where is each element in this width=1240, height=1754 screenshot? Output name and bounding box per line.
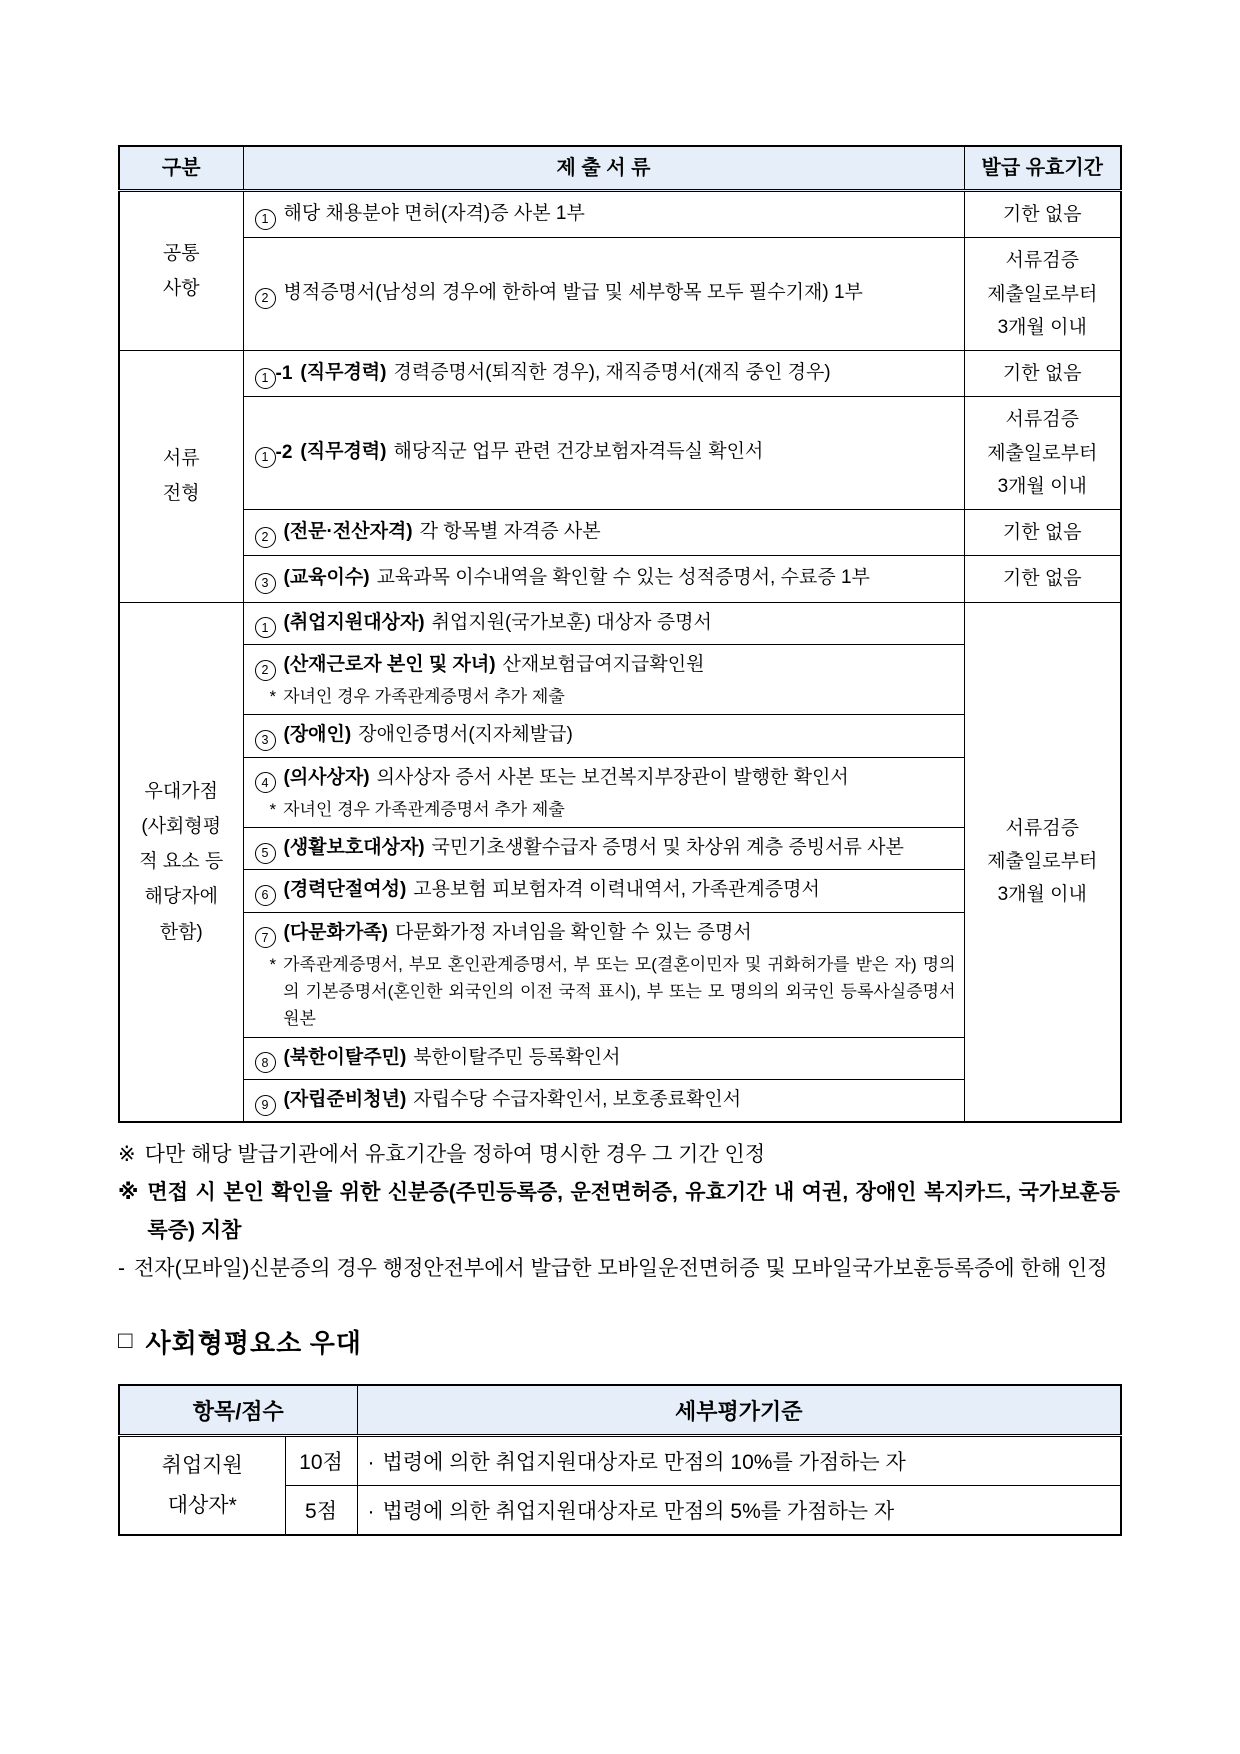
category-line: 서류 xyxy=(162,448,200,470)
item-number xyxy=(255,917,276,950)
document-description: 취업지원(국가보훈) 대상자 증명서 xyxy=(431,611,712,633)
document-text xyxy=(284,198,585,230)
documents-table-header-row xyxy=(119,146,1121,191)
validity-line: 기한 없음 xyxy=(1002,568,1082,590)
document-line xyxy=(255,649,956,682)
document-category-label: (직무경력) xyxy=(300,441,387,463)
category-line: 해당자에 xyxy=(144,886,218,908)
document-cell xyxy=(243,238,964,351)
document-description: 교육과목 이수내역을 확인할 수 있는 성적증명서, 수료증 1부 xyxy=(376,567,870,589)
validity-cell xyxy=(964,238,1121,351)
validity-cell xyxy=(964,602,1121,1122)
validity-line: 기한 없음 xyxy=(1002,522,1082,543)
item-number xyxy=(255,357,293,390)
document-description: 북한이탈주민 등록확인서 xyxy=(413,1046,621,1068)
document-category-label: (자립준비청년) xyxy=(283,1088,407,1110)
note xyxy=(118,1174,1120,1250)
category-line: 한함) xyxy=(159,921,203,943)
header-item-score: 항목/점수 xyxy=(119,1385,357,1435)
document-line xyxy=(255,762,956,795)
document-line xyxy=(255,874,956,907)
document-category-label: (취업지원대상자) xyxy=(283,611,425,633)
document-description: 국민기초생활수급자 증명서 및 차상위 계층 증빙서류 사본 xyxy=(431,837,904,859)
document-description: 해당직군 업무 관련 건강보험자격득실 확인서 xyxy=(393,441,764,463)
document-cell xyxy=(243,870,964,912)
item-number xyxy=(255,832,276,865)
circled-number: 2 xyxy=(255,288,276,309)
item-number xyxy=(255,516,276,549)
circled-number: 3 xyxy=(255,573,276,594)
square-bullet-icon: □ xyxy=(118,1328,134,1355)
validity-line: 기한 없음 xyxy=(1002,204,1082,225)
circled-number: 1 xyxy=(255,447,276,468)
circled-number: 1 xyxy=(255,209,276,230)
document-line xyxy=(255,562,956,595)
document-text xyxy=(284,832,904,864)
document-cell xyxy=(243,912,964,1037)
validity-cell xyxy=(964,556,1121,602)
validity-cell xyxy=(964,191,1121,238)
bonus-table-header-row xyxy=(119,1385,1121,1435)
document-category-label: (북한이탈주민) xyxy=(283,1046,407,1068)
circled-number: 2 xyxy=(255,660,276,681)
number-suffix: -1 xyxy=(275,362,293,384)
criteria-text: 법령에 의한 취업지원대상자로 만점의 10%를 가점하는 자 xyxy=(382,1450,906,1474)
header-validity: 발급 유효기간 xyxy=(964,146,1121,191)
note xyxy=(118,1136,1120,1174)
document-text xyxy=(284,277,863,309)
item-number xyxy=(255,607,276,640)
note-marker: ※ xyxy=(118,1143,136,1167)
item-number xyxy=(255,198,276,231)
document-line xyxy=(255,277,956,310)
circled-number: 4 xyxy=(255,772,276,793)
note-marker: - xyxy=(118,1256,125,1280)
document-cell xyxy=(243,644,964,714)
table-row xyxy=(119,602,1121,644)
category-line: 사항 xyxy=(162,278,200,299)
item-number xyxy=(255,874,276,907)
category-line: (사회형평 xyxy=(141,816,222,838)
item-number xyxy=(255,1084,276,1117)
note-text: 면접 시 본인 확인을 위한 신분증(주민등록증, 운전면허증, 유효기간 내 여권, 장애인 복지카드, 국가보훈등록증) 지참 xyxy=(147,1180,1120,1242)
validity-line: 3개월 이내 xyxy=(997,316,1087,338)
document-text xyxy=(284,917,752,949)
category-line: 우대가점 xyxy=(144,780,218,802)
item-number xyxy=(255,719,276,752)
document-category-label: (전문·전산자격) xyxy=(283,520,413,542)
validity-line: 제출일로부터 xyxy=(987,851,1098,873)
header-category: 구분 xyxy=(119,146,243,191)
document-text xyxy=(284,874,820,906)
sub-note xyxy=(255,796,956,823)
validity-line: 서류검증 xyxy=(1005,409,1079,431)
validity-line: 제출일로부터 xyxy=(987,283,1098,305)
criteria-text: 법령에 의한 취업지원대상자로 만점의 5%를 가점하는 자 xyxy=(382,1500,895,1524)
document-line xyxy=(255,1042,956,1075)
document-cell xyxy=(243,757,964,827)
document-category-label: (경력단절여성) xyxy=(283,879,407,901)
validity-line: 3개월 이내 xyxy=(997,475,1087,497)
item-cell xyxy=(119,1435,285,1535)
document-cell xyxy=(243,351,964,397)
document-text xyxy=(300,357,830,389)
validity-cell xyxy=(964,351,1121,397)
document-description: 각 항목별 자격증 사본 xyxy=(419,520,601,542)
sub-note xyxy=(255,951,956,1033)
table-row xyxy=(119,556,1121,602)
category-line: 전형 xyxy=(162,483,200,505)
circled-number: 5 xyxy=(255,843,276,864)
category-line: 공통 xyxy=(162,242,200,264)
document-category-label: (직무경력) xyxy=(300,361,387,383)
document-category-label: (의사상자) xyxy=(283,766,370,788)
document-line xyxy=(255,719,956,752)
document-category-label: (산재근로자 본인 및 자녀) xyxy=(283,653,496,675)
document-cell xyxy=(243,1079,964,1122)
document-text xyxy=(284,562,870,594)
document-category-label: (다문화가족) xyxy=(283,921,388,943)
criteria-cell xyxy=(357,1485,1121,1535)
table-row xyxy=(119,351,1121,397)
circled-number: 8 xyxy=(255,1052,276,1073)
document-cell xyxy=(243,1037,964,1079)
document-category-label: (생활보호대상자) xyxy=(283,837,425,859)
document-category-label: (장애인) xyxy=(283,724,352,746)
document-description: 다문화가정 자녀임을 확인할 수 있는 증명서 xyxy=(394,921,752,943)
document-cell xyxy=(243,191,964,238)
validity-line: 기한 없음 xyxy=(1002,363,1082,384)
validity-cell xyxy=(964,510,1121,556)
document-line xyxy=(255,198,956,231)
item-number xyxy=(255,436,293,469)
asterisk-marker: * xyxy=(269,687,277,707)
circled-number: 3 xyxy=(255,730,276,751)
note xyxy=(118,1250,1120,1288)
content xyxy=(118,145,1120,1536)
document-line xyxy=(255,516,956,549)
bonus-table-row xyxy=(119,1435,1121,1485)
document-text xyxy=(284,649,705,681)
document-text xyxy=(300,436,763,468)
document-line xyxy=(255,832,956,865)
section-title-text: 사회형평요소 우대 xyxy=(145,1329,362,1359)
table-row xyxy=(119,191,1121,238)
validity-line: 제출일로부터 xyxy=(987,442,1098,464)
validity-line: 3개월 이내 xyxy=(997,884,1087,906)
validity-line: 서류검증 xyxy=(1005,250,1079,272)
circled-number: 7 xyxy=(255,927,276,948)
asterisk-marker: * xyxy=(269,799,277,819)
document-text xyxy=(284,719,573,751)
header-criteria: 세부평가기준 xyxy=(357,1385,1121,1435)
sub-note xyxy=(255,683,956,710)
document-description: 병적증명서(남성의 경우에 한하여 발급 및 세부항목 모두 필수기재) 1부 xyxy=(283,282,863,304)
note-text: 전자(모바일)신분증의 경우 행정안전부에서 발급한 모바일운전면허증 및 모바일국가보훈등록증에 한해 인정 xyxy=(134,1256,1108,1280)
document-line xyxy=(255,917,956,950)
document-text xyxy=(284,1084,742,1116)
document-cell xyxy=(243,715,964,757)
circled-number: 9 xyxy=(255,1095,276,1116)
document-description: 자립수당 수급자확인서, 보호종료확인서 xyxy=(413,1088,742,1110)
circled-number: 1 xyxy=(255,368,276,389)
dot-bullet: · xyxy=(367,1500,375,1524)
document-text xyxy=(284,516,601,548)
document-line xyxy=(255,607,956,640)
document-text xyxy=(284,607,712,639)
asterisk-marker: * xyxy=(269,954,277,974)
bonus-table xyxy=(118,1384,1122,1536)
circled-number: 1 xyxy=(255,617,276,638)
document-description: 산재보험급여지급확인원 xyxy=(502,653,705,675)
number-suffix: -2 xyxy=(275,442,293,464)
category-line: 적 요소 등 xyxy=(139,851,224,873)
note-text: 다만 해당 발급기관에서 유효기간을 정하여 명시한 경우 그 기간 인정 xyxy=(144,1143,766,1167)
table-row xyxy=(119,397,1121,510)
circled-number: 2 xyxy=(255,527,276,548)
dot-bullet: · xyxy=(367,1450,375,1474)
item-line: 대상자* xyxy=(167,1493,237,1517)
sub-note-text: 자녀인 경우 가족관계증명서 추가 제출 xyxy=(283,799,565,819)
item-number xyxy=(255,762,276,795)
category-cell xyxy=(119,351,243,603)
item-line: 취업지원 xyxy=(161,1453,243,1477)
document-line xyxy=(255,436,956,469)
item-number xyxy=(255,562,276,595)
item-number xyxy=(255,1042,276,1075)
item-number xyxy=(255,277,276,310)
document-text xyxy=(284,1042,621,1074)
document-description: 경력증명서(퇴직한 경우), 재직증명서(재직 중인 경우) xyxy=(393,361,831,383)
score-cell: 10점 xyxy=(285,1435,357,1485)
category-cell xyxy=(119,191,243,351)
note-marker: ※ xyxy=(118,1180,139,1204)
item-number xyxy=(255,649,276,682)
document-line xyxy=(255,357,956,390)
documents-table xyxy=(118,145,1122,1123)
sub-note-text: 가족관계증명서, 부모 혼인관계증명서, 부 또는 모(결혼이민자 및 귀화허가를 받은 자) 명의의 기본증명서(혼인한 외국인의 이전 국적 표시), 부 또는 모 명의의 외국인 등록사실증명서 원본 xyxy=(283,954,956,1029)
validity-cell xyxy=(964,397,1121,510)
sub-note-text: 자녀인 경우 가족관계증명서 추가 제출 xyxy=(283,687,565,707)
section-title xyxy=(118,1323,1120,1360)
document-text xyxy=(284,762,849,794)
validity-line: 서류검증 xyxy=(1005,817,1079,839)
document-description: 해당 채용분야 면허(자격)증 사본 1부 xyxy=(283,202,585,224)
table-row xyxy=(119,510,1121,556)
category-cell xyxy=(119,602,243,1122)
document-cell xyxy=(243,828,964,870)
document-description: 의사상자 증서 사본 또는 보건복지부장관이 발행한 확인서 xyxy=(376,766,849,788)
document-line xyxy=(255,1084,956,1117)
document-description: 장애인증명서(지자체발급) xyxy=(358,724,573,746)
header-documents: 제 출 서 류 xyxy=(243,146,964,191)
table-row xyxy=(119,238,1121,351)
document-cell xyxy=(243,510,964,556)
document-cell xyxy=(243,397,964,510)
circled-number: 6 xyxy=(255,885,276,906)
document-cell xyxy=(243,602,964,644)
document-category-label: (교육이수) xyxy=(283,567,370,589)
criteria-cell xyxy=(357,1435,1121,1485)
score-cell: 5점 xyxy=(285,1485,357,1535)
notes-section xyxy=(118,1136,1120,1287)
document-cell xyxy=(243,556,964,602)
document-description: 고용보험 피보험자격 이력내역서, 가족관계증명서 xyxy=(413,879,820,901)
